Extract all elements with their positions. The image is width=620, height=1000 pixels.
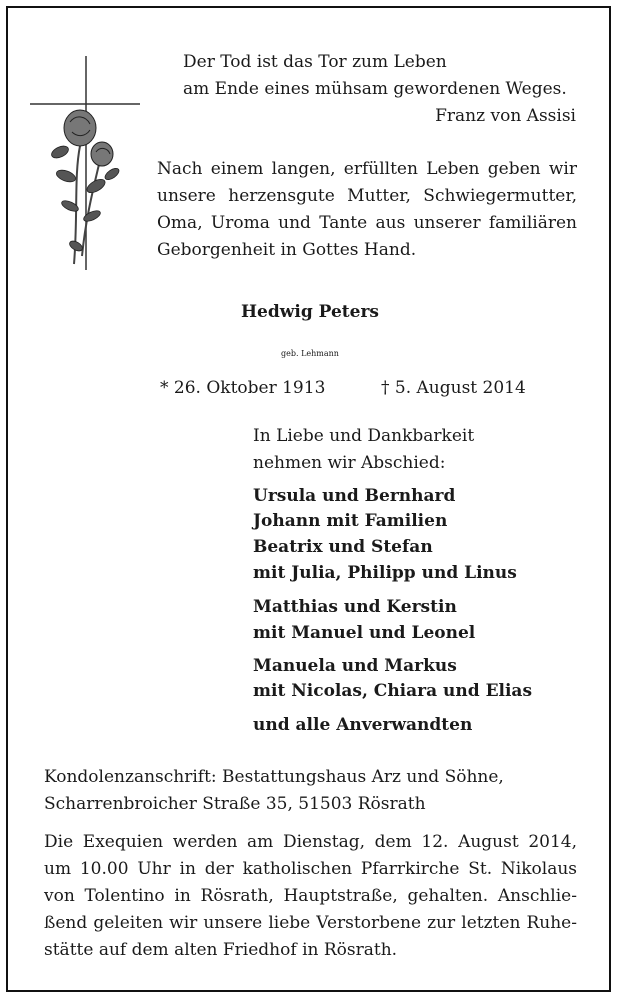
motto-author: Franz von Assisi	[435, 106, 576, 126]
exequies-line-2: um 10.00 Uhr in der katholischen Pfarrkirche St. Nikolaus	[44, 859, 577, 879]
birth-date: * 26. Oktober 1913	[160, 378, 326, 398]
family-line: mit Manuel und Leonel	[253, 623, 476, 643]
intro-line-4: Geborgenheit in Gottes Hand.	[157, 240, 417, 260]
motto-line-1: Der Tod ist das Tor zum Leben	[183, 52, 447, 72]
family-line: Manuela und Markus	[253, 656, 457, 676]
exequies-line-1: Die Exequien werden am Dienstag, dem 12. August 2014,	[44, 832, 577, 852]
condolence-line-2: Scharrenbroicher Straße 35, 51503 Rösrath	[44, 794, 426, 814]
farewell-line-1: In Liebe und Dankbarkeit	[253, 426, 475, 446]
family-line: Beatrix und Stefan	[253, 537, 433, 557]
maiden-name: geb. Lehmann	[281, 349, 339, 358]
intro-line-2: unsere herzensgute Mutter, Schwiegermutter,	[157, 186, 577, 206]
family-line: mit Julia, Philipp und Linus	[253, 563, 517, 583]
cross-with-roses-icon	[30, 56, 142, 270]
exequies-line-4: ßend geleiten wir unsere liebe Verstorbene zur letzten Ruhe-	[44, 913, 577, 933]
family-line: und alle Anverwandten	[253, 715, 473, 735]
intro-line-3: Oma, Uroma und Tante aus unserer familiären	[157, 213, 577, 233]
farewell-line-2: nehmen wir Abschied:	[253, 453, 446, 473]
motto-line-2: am Ende eines mühsam gewordenen Weges.	[183, 79, 567, 99]
exequies-line-3: von Tolentino in Rösrath, Hauptstraße, gehalten. Anschlie-	[44, 886, 577, 906]
exequies-line-5: stätte auf dem alten Friedhof in Rösrath.	[44, 940, 398, 960]
condolence-line-1: Kondolenzanschrift: Bestattungshaus Arz und Söhne,	[44, 767, 504, 787]
family-line: Matthias und Kerstin	[253, 597, 457, 617]
family-line: Johann mit Familien	[253, 511, 448, 531]
family-line: mit Nicolas, Chiara und Elias	[253, 681, 533, 701]
family-line: Ursula und Bernhard	[253, 486, 456, 506]
death-date: † 5. August 2014	[381, 378, 526, 398]
intro-line-1: Nach einem langen, erfüllten Leben geben wir	[157, 159, 577, 179]
deceased-name: Hedwig Peters	[240, 302, 379, 322]
